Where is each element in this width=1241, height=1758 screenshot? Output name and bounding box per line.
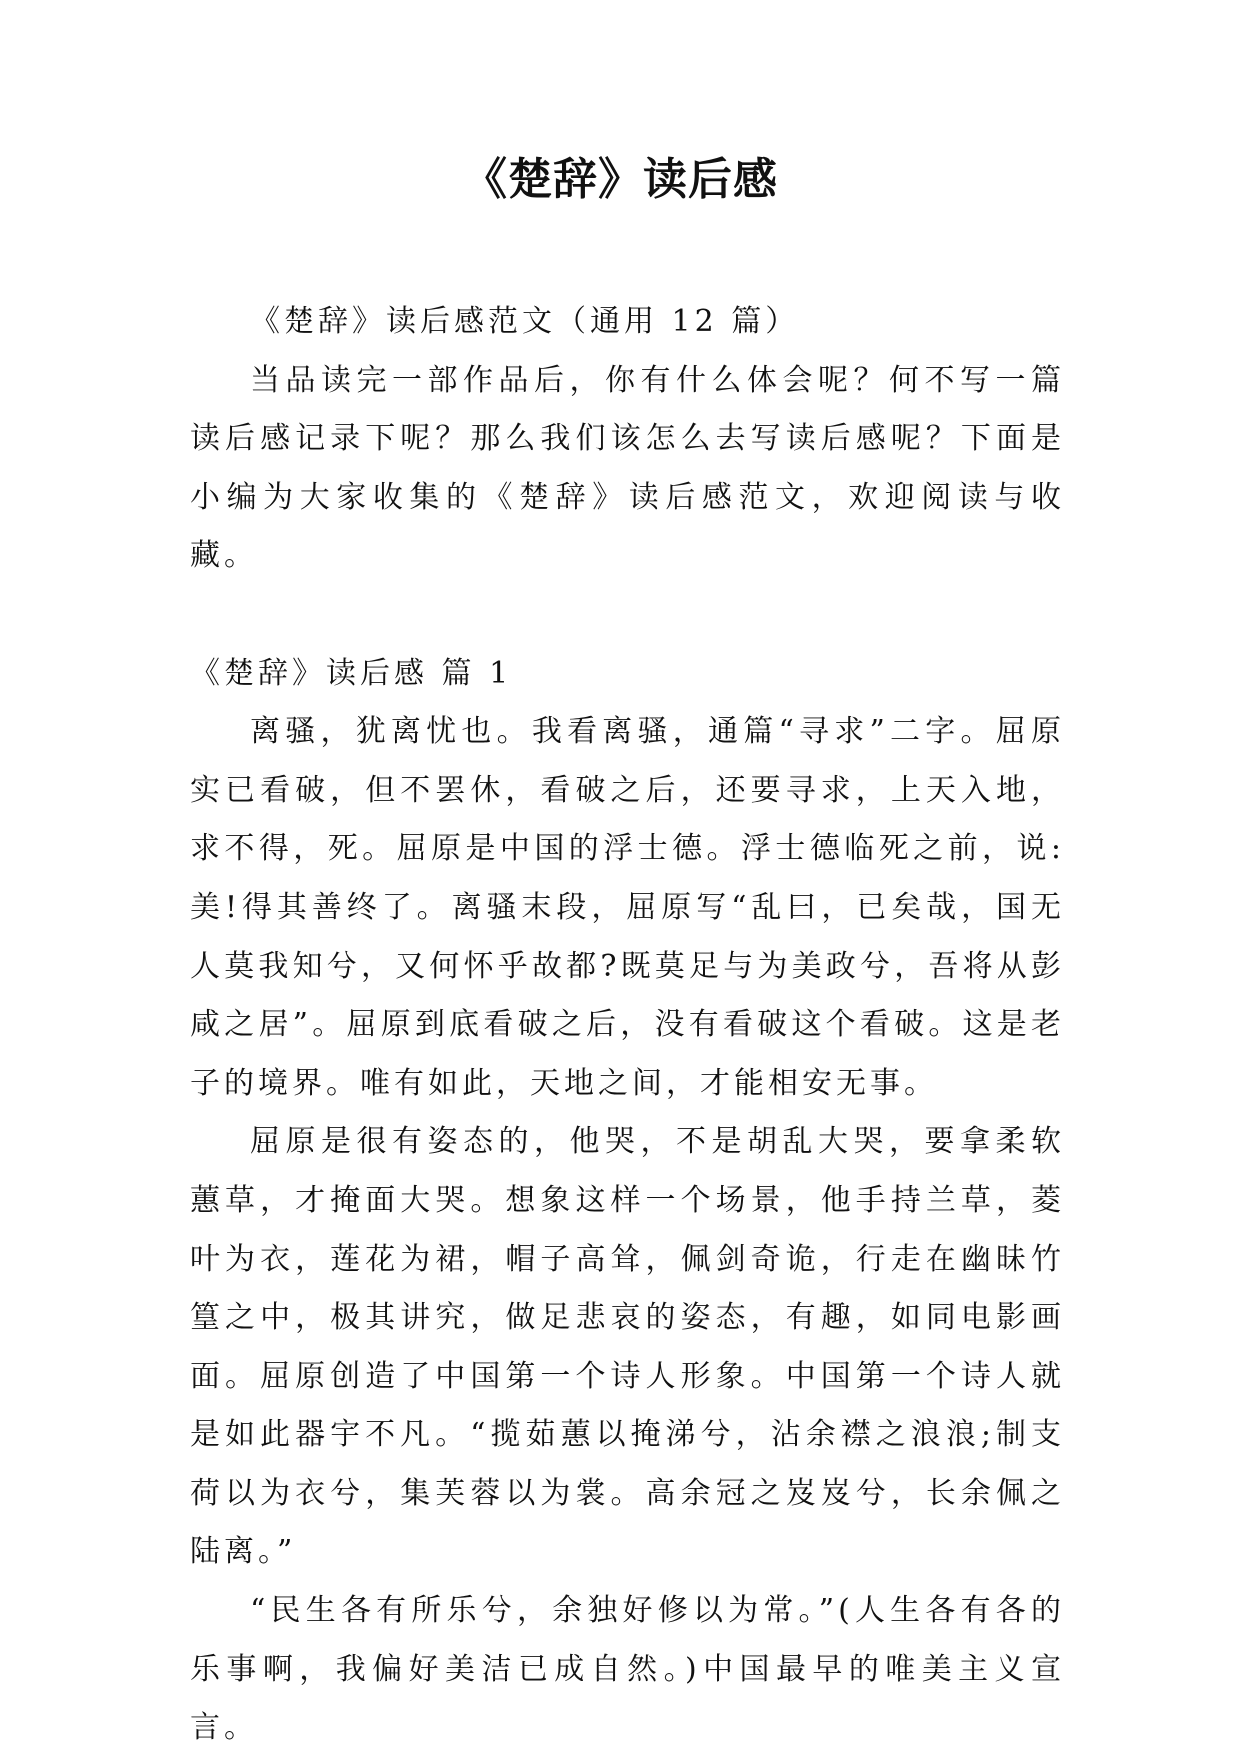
body-paragraph: 屈原是很有姿态的，他哭，不是胡乱大哭，要拿柔软蕙草，才掩面大哭。想象这样一个场景，他手持兰草，菱叶为衣，莲花为裙，帽子高耸，佩剑奇诡，行走在幽昧竹篁之中，极其讲究，做足悲哀的姿态，有趣，如同电影画面。屈原创造了中国第一个诗人形象。中国第一个诗人就是如此器宇不凡。“揽茹蕙以掩涕兮，沾余襟之浪浪;制支荷以为衣兮，集芙蓉以为裳。高余冠之岌岌兮，长余佩之陆离。”	[190, 1124, 1065, 1570]
intro-paragraph: 当品读完一部作品后，你有什么体会呢？何不写一篇读后感记录下呢？那么我们该怎么去写读后感呢？下面是小编为大家收集的《楚辞》读后感范文，欢迎阅读与收藏。	[190, 362, 1065, 574]
document-body	[190, 293, 1065, 1758]
section-heading: 《楚辞》读后感 篇 1	[190, 655, 513, 691]
body-paragraph: “民生各有所乐兮，余独好修以为常。”(人生各有各的乐事啊，我偏好美洁已成自然。)中国最早的唯美主义宣言。	[190, 1593, 1065, 1746]
document-title: 《楚辞》读后感	[463, 154, 778, 205]
document-subtitle: 《楚辞》读后感范文（通用 12 篇）	[250, 304, 800, 339]
body-paragraph: 离骚，犹离忧也。我看离骚，通篇“寻求”二字。屈原实已看破，但不罢休，看破之后，还要寻求，上天入地，求不得，死。屈原是中国的浮士德。浮士德临死之前，说:美!得其善终了。离骚末段，屈原写“乱曰，已矣哉，国无人莫我知兮，又何怀乎故都?既莫足与为美政兮，吾将从彭咸之居”。屈原到底看破之后，没有看破这个看破。这是老子的境界。唯有如此，天地之间，才能相安无事。	[190, 714, 1065, 1101]
